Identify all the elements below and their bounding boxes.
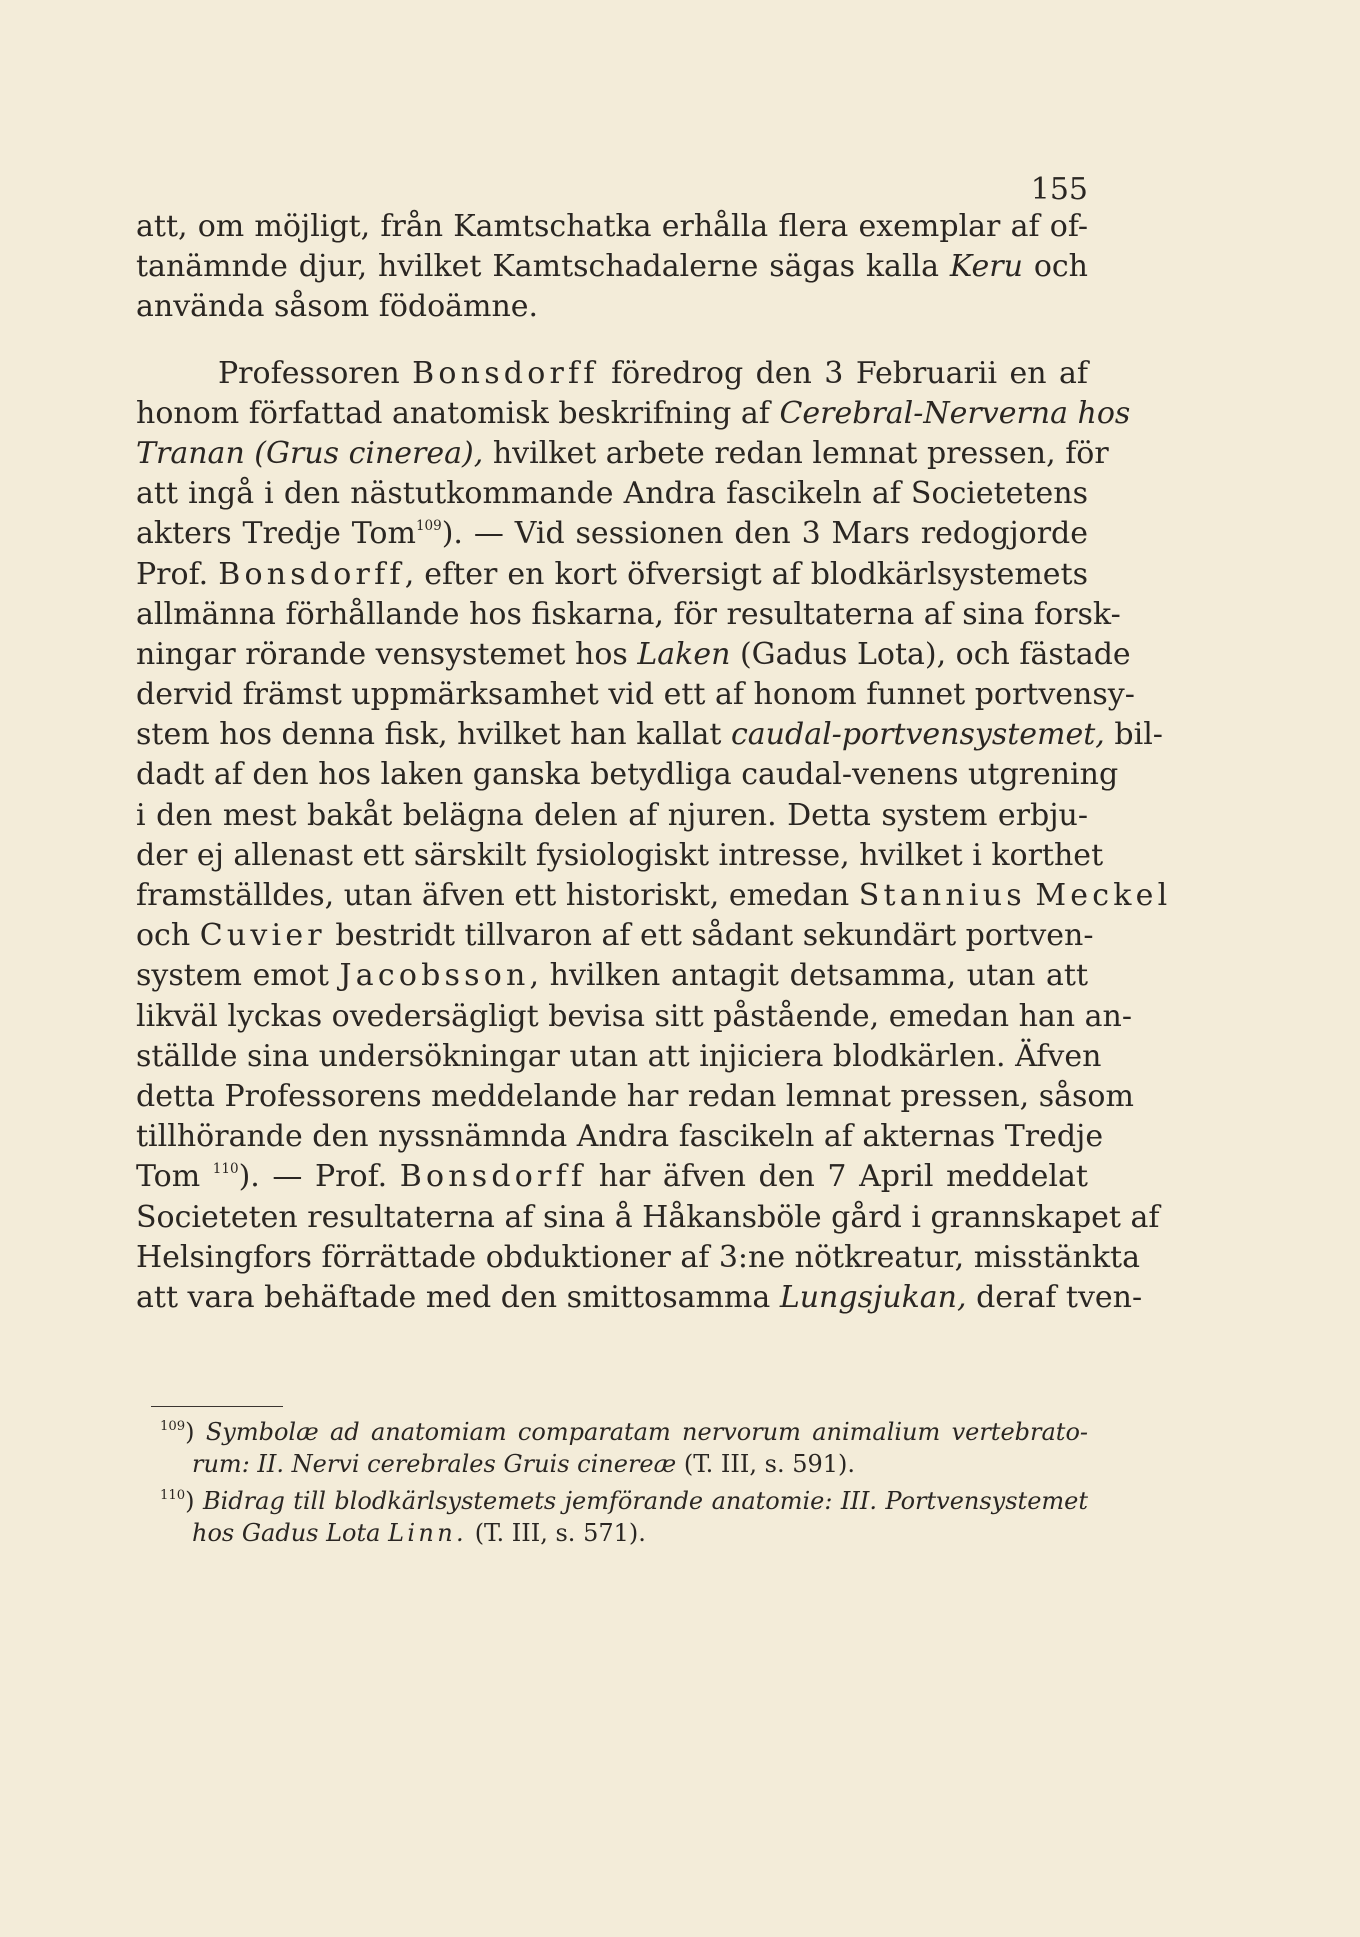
- person-name: Bonsdorff: [399, 1159, 587, 1195]
- text-line: Tranan (Grus cinerea), hvilket arbete redan lemnat pressen, för: [136, 435, 1109, 471]
- text-line: i den mest bakåt belägna delen af njuren. Detta system erbju-: [136, 797, 1088, 833]
- text-line: ställde sina undersökningar utan att injiciera blodkärlen. Äfven: [136, 1038, 1102, 1074]
- footnote-110: $^{110}$) Bidrag till blodkärlsystemets jemförande anatomie: III. Portvensystemet: [160, 1486, 1089, 1515]
- italic-term: Lungsjukan,: [779, 1279, 967, 1315]
- text-line: tanämnde djur, hvilket Kamtschadalerne sägas kalla Keru och: [136, 249, 1088, 285]
- person-name: Stannius: [858, 878, 1026, 913]
- person-name: Bonsdorff: [218, 556, 405, 592]
- footnotes: [160, 1411, 1088, 1549]
- text-line: system emot Jacobsson, hvilken antagit detsamma, utan att: [136, 958, 1088, 994]
- text-line: likväl lyckas ovedersägligt bevisa sitt påstående, emedan han an-: [136, 998, 1133, 1034]
- text-line: att ingå i den nästutkommande Andra fascikeln af Societetens: [136, 476, 1088, 512]
- footnote-ref: 110: [212, 1161, 239, 1178]
- text-line: framställdes, utan äfven ett historiskt, emedan Stannius Meckel: [136, 878, 1172, 913]
- text-line: stem hos denna fisk, hvilket han kallat caudal-portvensystemet, bil-: [136, 717, 1163, 753]
- text-line: allmänna förhållande hos fiskarna, för resultaterna af sina forsk-: [136, 596, 1121, 632]
- person-name: Cuvier: [199, 918, 326, 954]
- italic-term: Cerebral-Nerverna hos: [779, 395, 1131, 431]
- text-line: och Cuvier bestridt tillvaron af ett sådant sekundärt portven-: [136, 918, 1094, 954]
- text-line: Helsingfors förrättade obduktioner af 3:ne nötkreatur, misstänkta: [136, 1239, 1140, 1275]
- italic-term: Keru: [949, 249, 1023, 285]
- footnote-divider: [151, 1406, 283, 1407]
- body-text: [136, 207, 1172, 1318]
- text-line: användа såsom födoämne.: [136, 289, 539, 325]
- text-line: detta Professorens meddelande har redan lemnat pressen, såsom: [136, 1078, 1134, 1114]
- text-line: att vara behäftade med den smittosamma Lungsjukan, deraf tven-: [136, 1279, 1143, 1315]
- text-line: honom författad anatomisk beskrifning af Cerebral-Nerverna hos: [136, 395, 1131, 431]
- text-line: akters Tredje Tom$^{109}$). — Vid sessionen den 3 Mars redogjorde: [136, 516, 1088, 552]
- text-line: ningar rörande vensystemet hos Laken (Gadus Lota), och fästade: [136, 636, 1131, 672]
- person-name: Meckel: [1035, 878, 1172, 913]
- text-line: der ej allenast ett särskilt fysiologiskt intresse, hvilket i korthet: [136, 837, 1104, 873]
- text-line: att, om möjligt, från Kamtschatka erhålla flera exemplar af of-: [136, 209, 1088, 244]
- footnote-ref: 109: [415, 518, 442, 535]
- italic-term: Tranan (Grus cinerea),: [136, 435, 484, 471]
- italic-term: caudal-portvensystemet,: [730, 717, 1105, 753]
- text-line: dadt af den hos laken ganska betydliga caudal-venens utgrening: [136, 757, 1119, 793]
- text-line: Societeten resultaterna af sina å Håkansböle gård i grannskapet af: [136, 1199, 1160, 1235]
- page-number: 155: [1030, 172, 1088, 207]
- text-line: dervid främst uppmärksamhet vid ett af honom funnet portvensy-: [136, 677, 1135, 713]
- text-line: Prof. Bonsdorff, efter en kort öfversigt af blodkärlsystemets: [136, 556, 1088, 592]
- person-name: Jacobsson: [339, 958, 530, 994]
- person-name: Bonsdorff: [412, 355, 599, 391]
- footnote-109-cont: rum: II. Nervi cerebrales Gruis cinereæ (T. III, s. 591).: [192, 1449, 856, 1478]
- footnote-110-cont: hos Gadus Lota Linn. (T. III, s. 571).: [192, 1518, 646, 1547]
- footnote-109: $^{109}$) Symbolæ ad anatomiam comparatam nervorum animalium vertebrato-: [160, 1417, 1089, 1446]
- text-line: Professoren Bonsdorff föredrog den 3 Februarii en af: [218, 355, 1088, 391]
- italic-term: Laken: [637, 636, 731, 672]
- text-line: Tom $^{110}$). — Prof. Bonsdorff har äfven den 7 April meddelat: [136, 1159, 1088, 1195]
- text-line: tillhörande den nyssnämnda Andra fascikeln af akternas Tredje: [136, 1119, 1104, 1155]
